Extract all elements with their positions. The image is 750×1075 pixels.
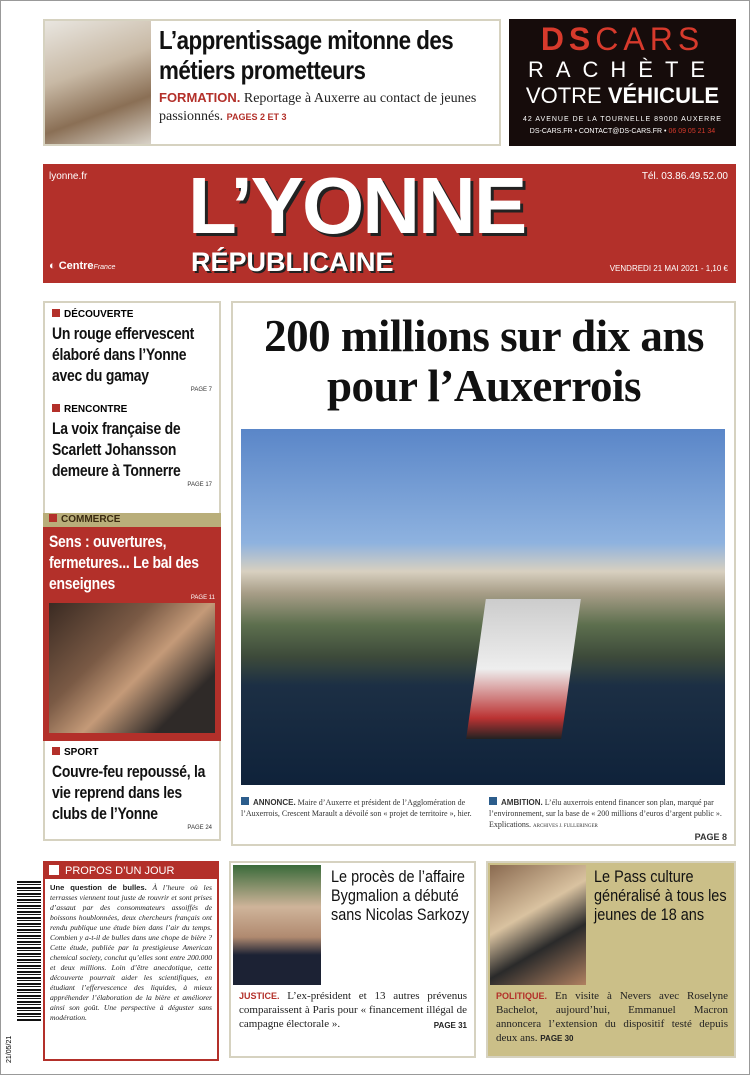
promo-text: Reportage à Auxerre au contact de jeunes passionnés. [159, 91, 477, 124]
caption-text: L’élu auxerrois entend financer son plan, marqué par l’environnement, sur la base de « 200 millions d’euros d’argent public ». Explications. [489, 798, 722, 829]
brief-title: Couvre-feu repoussé, la vie reprend dans les clubs de l’Yonne [52, 762, 206, 823]
group-sub: France [93, 264, 116, 271]
square-icon [49, 865, 59, 875]
propos-text: À l’heure où les terrasses viennent tout juste de rouvrir et sont prises d’assaut par des consommateurs assoiffés de boissons houblonnées, deux chercheurs français ont rendu publique une étude bien dans l’air du temps. Combien y a-t-il de bulles dans une chope de bière ? Cette étude, publiée par la prestigieuse American chemical society, conclut qu’elles sont entre 200.000 et deux millions. Loin d’être anecdotique, cette découverte pourrait aider les scientifiques, en étudiant l’effervescence des liquides, à mieux appréhender l’élaboration de la bière et améliorer ainsi son goût. Une perspective à déguster sans modération. [50, 883, 212, 1022]
brief-title: Un rouge effervescent élaboré dans l’Yonne avec du gamay [52, 324, 195, 385]
ad-line2b: VÉHICULE [607, 83, 720, 108]
brief-rencontre[interactable] [52, 404, 212, 489]
brief-kicker: RENCONTRE [64, 404, 128, 415]
propos-box[interactable] [43, 861, 219, 1061]
bullet-icon [49, 514, 57, 522]
bullet-icon [52, 747, 60, 755]
masthead-title: L’YONNE [188, 161, 526, 250]
sarkozy-story[interactable] [229, 861, 476, 1058]
sarkozy-photo [233, 865, 321, 985]
brief-decouverte[interactable] [52, 309, 212, 394]
photo-credit: ARCHIVES J. FULLERINGER [533, 824, 598, 829]
brief-page: PAGE 17 [187, 482, 212, 488]
ad-line1: RACHÈTE [527, 57, 718, 82]
promo-page: PAGES 2 ET 3 [226, 112, 287, 122]
promo-title: L’apprentissage mitonne des métiers prometteurs [159, 25, 454, 85]
bullet-icon [52, 404, 60, 412]
sarkozy-title: Le procès de l’affaire Bygmalion a débuté sans Nicolas Sarkozy [331, 867, 470, 924]
group-name: Centre [58, 260, 94, 272]
ds-cars-ad[interactable] [509, 19, 736, 146]
propos-label: PROPOS D’UN JOUR [65, 865, 175, 877]
brief-title: Sens : ouvertures, fermetures... Le bal des enseignes [49, 532, 199, 593]
ad-line2a: VOTRE [525, 83, 602, 108]
site-url[interactable]: lyonne.fr [49, 171, 88, 182]
barcode-date: 21/05/21 [6, 1035, 13, 1063]
ad-brand-cars: CARS [595, 21, 705, 57]
main-story[interactable] [231, 301, 736, 846]
propos-lead: Une question de bulles. [50, 883, 147, 892]
ad-phone: 06 09 05 21 34 [668, 128, 716, 135]
issue-date-price: VENDREDI 21 MAI 2021 - 1,10 € [609, 264, 728, 273]
centre-france-logo-icon: ◐ [49, 260, 59, 272]
main-photo [241, 429, 725, 785]
pass-title: Le Pass culture généralisé à tous les jeunes de 18 ans [594, 867, 727, 924]
ad-contact: DS-CARS.FR • CONTACT@DS-CARS.FR • [529, 128, 667, 135]
pass-text: En visite à Nevers avec Roselyne Bachelot, aujourd’hui, Emmanuel Macron annoncera l’extension du dispositif testé depuis deux ans. [496, 990, 728, 1044]
sarkozy-page: PAGE 31 [433, 1021, 467, 1030]
phone: Tél. 03.86.49.52.00 [641, 171, 728, 182]
pass-photo [490, 865, 586, 985]
pass-kicker: POLITIQUE. [496, 991, 548, 1001]
brief-page: PAGE 11 [190, 595, 215, 601]
brief-commerce[interactable] [43, 513, 221, 741]
sarkozy-kicker: JUSTICE. [239, 991, 280, 1001]
caption-kicker: ANNONCE. [253, 798, 296, 807]
bullet-icon [241, 797, 249, 805]
barcode [17, 881, 41, 1021]
bullet-icon [489, 797, 497, 805]
pass-page: PAGE 30 [540, 1034, 574, 1043]
sarkozy-text: L’ex-président et 13 autres prévenus comparaissent à Paris pour « financement illégal de campagne électorale ». [239, 990, 467, 1030]
brief-kicker: SPORT [64, 747, 99, 758]
brief-page: PAGE 7 [190, 387, 212, 393]
pass-culture-story[interactable] [486, 861, 736, 1058]
promo-kicker: FORMATION. [159, 90, 241, 105]
brief-kicker: DÉCOUVERTE [64, 309, 134, 320]
brief-page: PAGE 24 [187, 825, 212, 831]
main-headline: 200 millions sur dix ans pour l’Auxerrois [264, 311, 704, 411]
masthead-subtitle: RÉPUBLICAINE [191, 247, 394, 277]
ad-brand-ds: DS [540, 21, 596, 57]
commerce-photo [49, 603, 215, 733]
brief-kicker: COMMERCE [61, 514, 121, 525]
brief-sport[interactable] [43, 741, 221, 841]
main-page: PAGE 8 [694, 832, 727, 842]
caption-kicker: AMBITION. [501, 798, 543, 807]
brief-title: La voix française de Scarlett Johansson demeure à Tonnerre [52, 419, 181, 480]
caption-text: Maire d’Auxerre et président de l’Agglomération de l’Auxerrois, Crescent Marault a dévoilé son « projet de territoire », hier. [241, 798, 472, 818]
masthead [43, 161, 736, 283]
promo-photo [45, 21, 151, 144]
left-briefs [43, 301, 221, 513]
barge [466, 599, 581, 739]
bullet-icon [52, 309, 60, 317]
ad-address: 42 AVENUE DE LA TOURNELLE 89000 AUXERRE [523, 116, 722, 123]
promo-box[interactable] [43, 19, 501, 146]
